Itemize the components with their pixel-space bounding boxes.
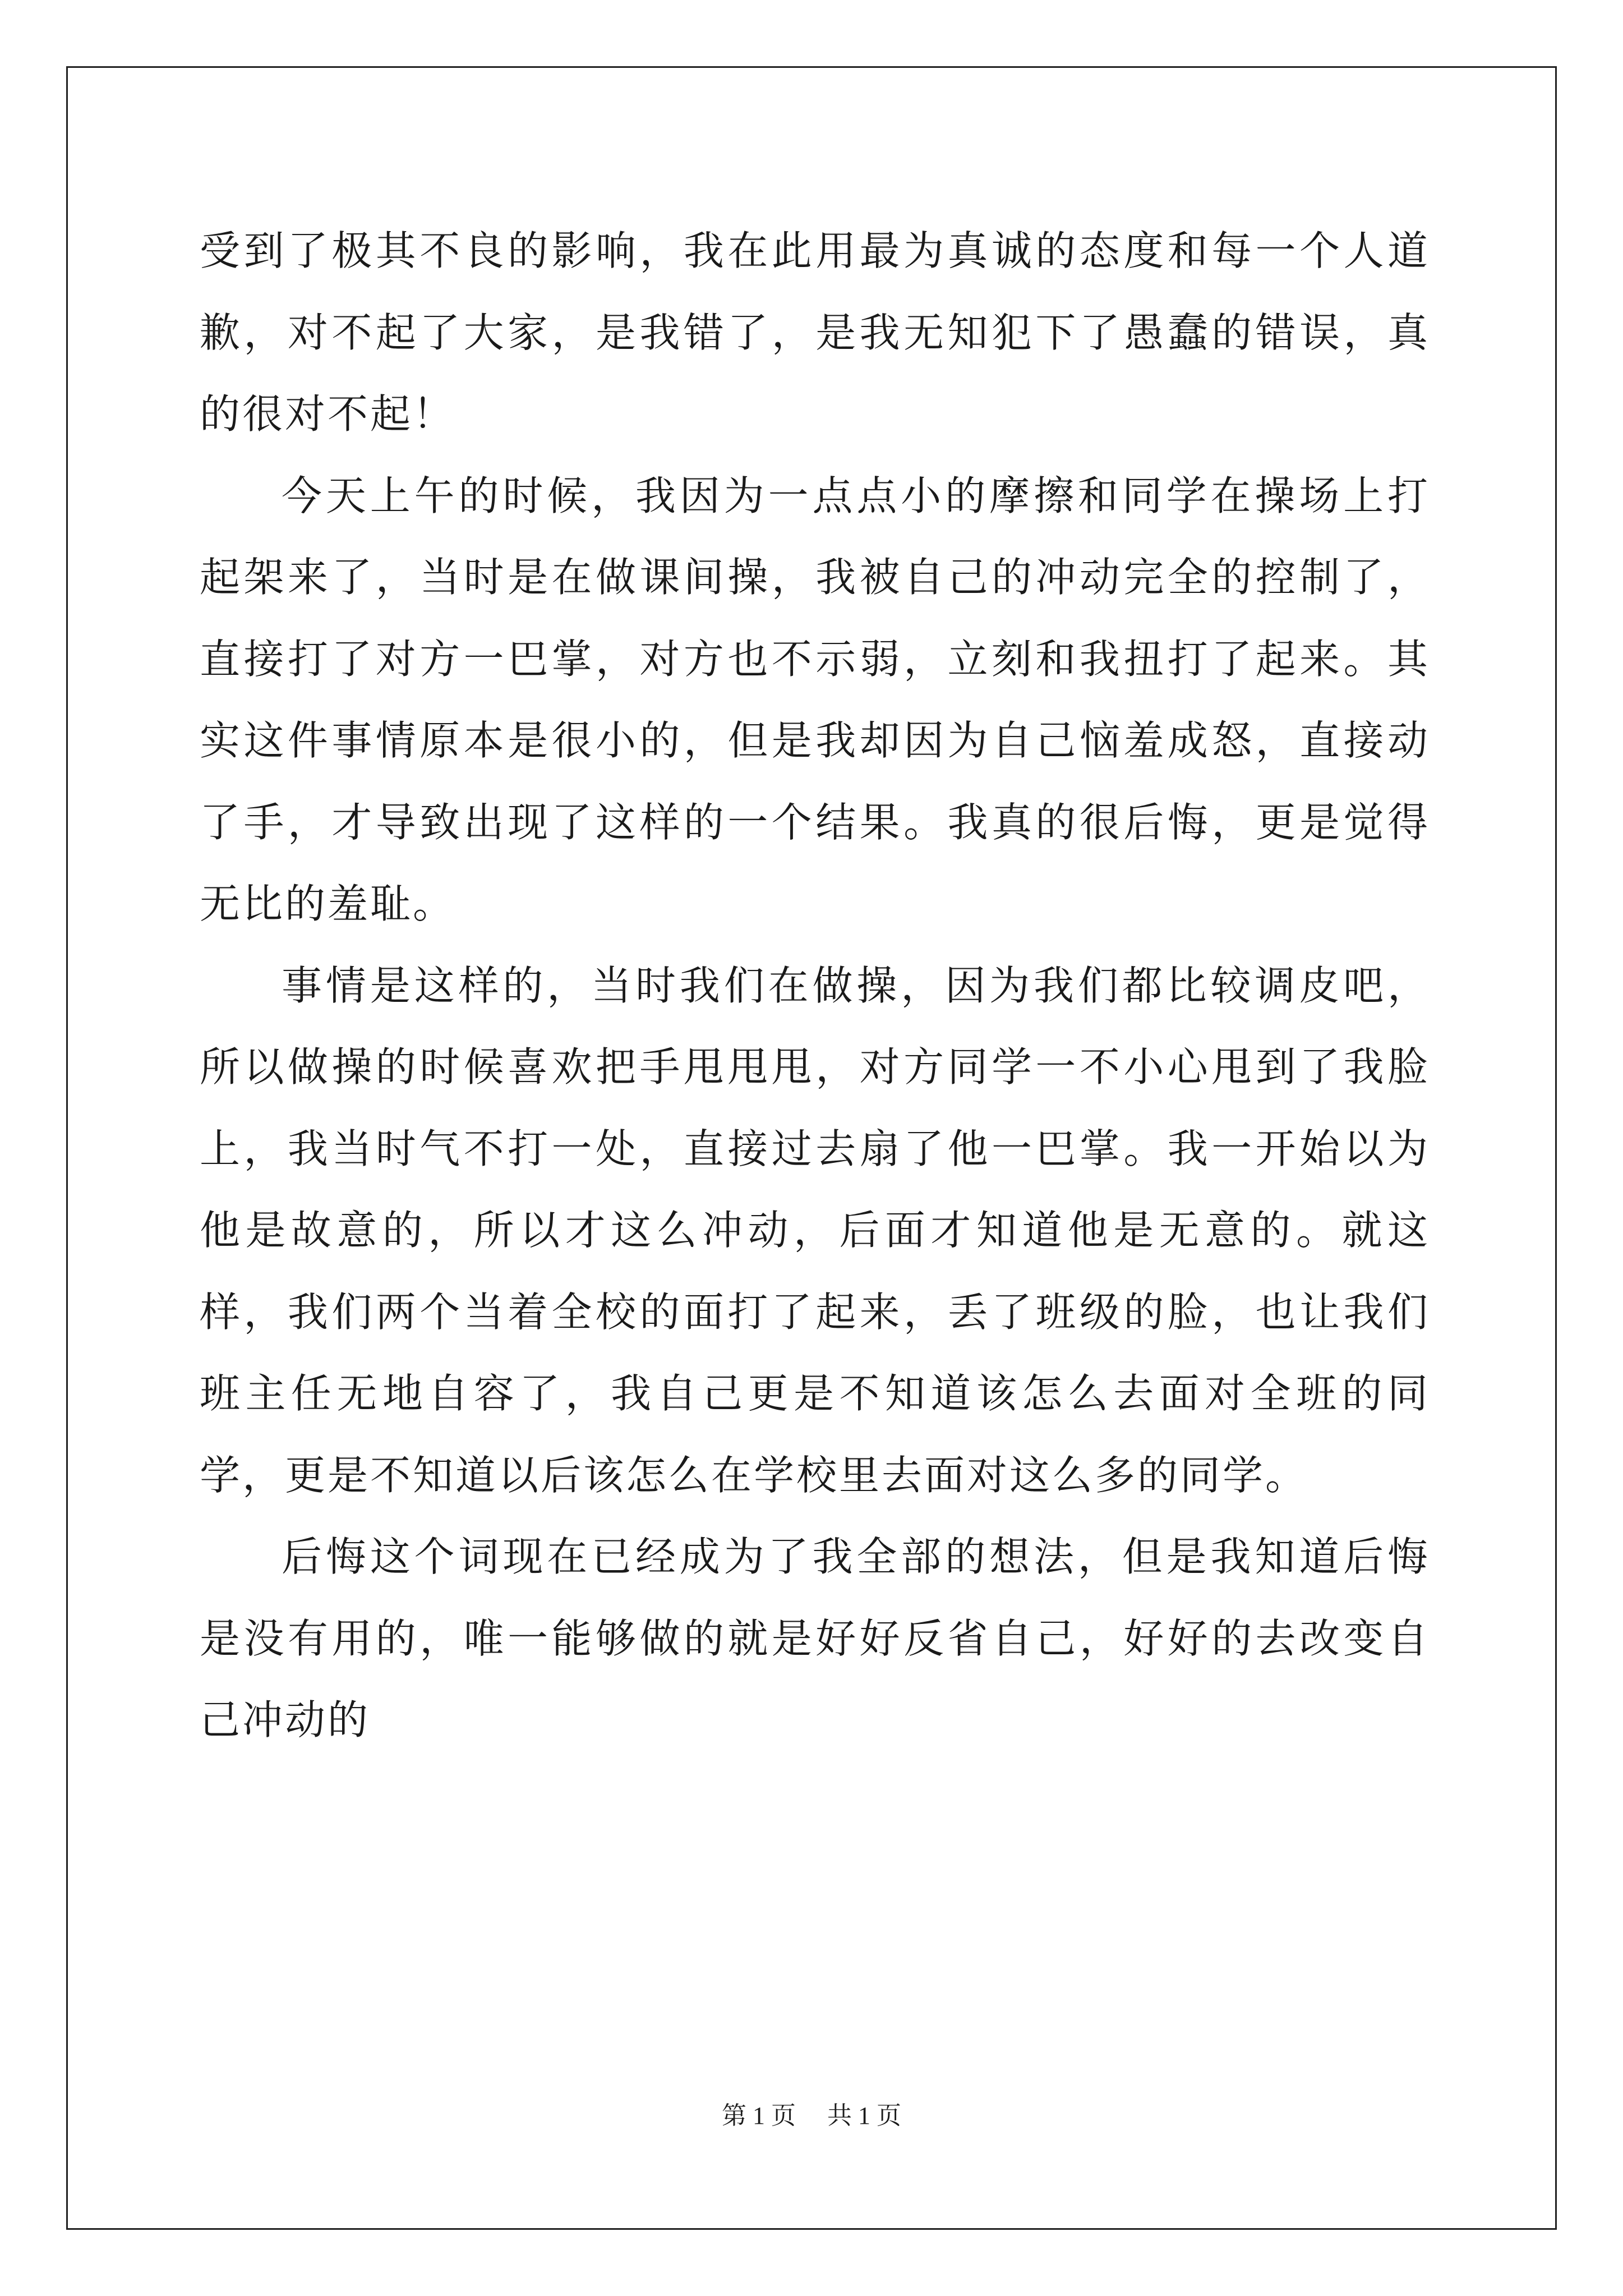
paragraph-1: 受到了极其不良的影响，我在此用最为真诚的态度和每一个人道歉，对不起了大家，是我错了，是我无知犯下了愚蠢的错误，真的很对不起！ bbox=[200, 227, 1430, 438]
paragraph-4: 后悔这个词现在已经成为了我全部的想法，但是我知道后悔是没有用的，唯一能够做的就是好好反省自己，好好的去改变自己冲动的 bbox=[200, 1533, 1430, 1743]
page-footer bbox=[0, 2095, 1623, 2131]
document-body bbox=[200, 210, 1430, 1761]
paragraph-3: 事情是这样的，当时我们在做操，因为我们都比较调皮吧，所以做操的时候喜欢把手甩甩甩，对方同学一不小心甩到了我脸上，我当时气不打一处，直接过去扇了他一巴掌。我一开始以为他是故意的，所以才这么冲动，后面才知道他是无意的。就这样，我们两个当着全校的面打了起来，丢了班级的脸，也让我们班主任无地自容了，我自己更是不知道该怎么去面对全班的同学，更是不知道以后该怎么在学校里去面对这么多的同学。 bbox=[200, 961, 1430, 1499]
page-number-total: 共 1 页 bbox=[827, 2102, 901, 2129]
paragraph-2: 今天上午的时候，我因为一点点小的摩擦和同学在操场上打起架来了，当时是在做课间操，我被自己的冲动完全的控制了，直接打了对方一巴掌，对方也不示弱，立刻和我扭打了起来。其实这件事情原本是很小的，但是我却因为自己恼羞成怒，直接动了手，才导致出现了这样的一个结果。我真的很后悔，更是觉得无比的羞耻。 bbox=[200, 472, 1430, 927]
page-number-current: 第 1 页 bbox=[722, 2102, 796, 2129]
